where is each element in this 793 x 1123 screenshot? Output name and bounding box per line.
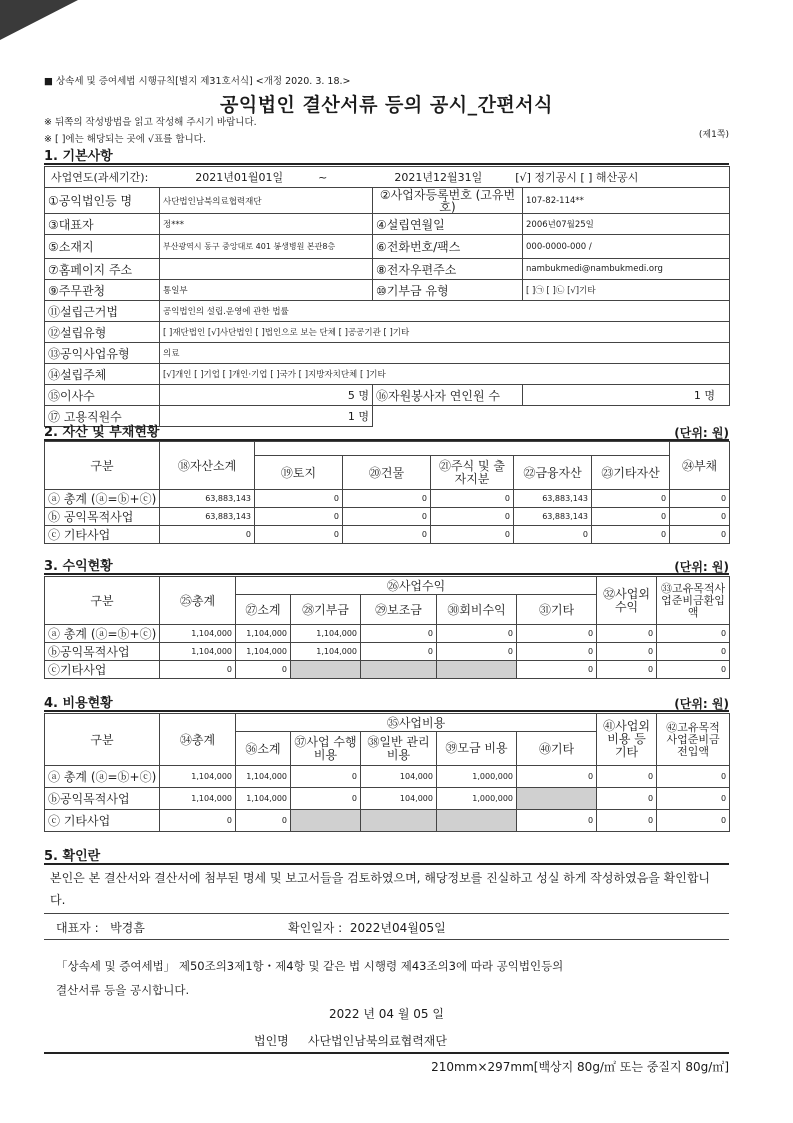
table-cell: 1,000,000 xyxy=(437,788,517,810)
period-end: 2021년12월31일 xyxy=(394,171,483,184)
rep-label: ③대표자 xyxy=(45,214,160,235)
table-row xyxy=(45,810,730,832)
table-cell: 0 xyxy=(670,508,730,526)
founder: [√]개인 [ ]기업 [ ]개인·기업 [ ]국가 [ ]지방자치단체 [ ]기타 xyxy=(160,364,730,385)
table-cell xyxy=(517,788,597,810)
table-cell: 1,104,000 xyxy=(236,643,291,661)
table-cell: 1,104,000 xyxy=(291,625,361,643)
table-cell: 0 xyxy=(517,661,597,679)
assets-unit: (단위: 원) xyxy=(674,426,729,440)
table-cell: 0 xyxy=(597,810,657,832)
table-cell xyxy=(361,810,437,832)
exp-subtotal-header: ㊱소계 xyxy=(236,732,291,766)
row-label: ⓒ기타사업 xyxy=(45,661,160,679)
table-cell: 0 xyxy=(437,643,517,661)
row-label: ⓑ 공익목적사업 xyxy=(45,508,160,526)
table-cell: 0 xyxy=(361,625,437,643)
table-cell: 1,104,000 xyxy=(236,766,291,788)
table-cell: 1,104,000 xyxy=(236,625,291,643)
table-cell: 0 xyxy=(160,526,255,544)
finance-header: ㉒금융자산 xyxy=(514,456,592,490)
table-cell: 0 xyxy=(236,810,291,832)
table-cell: 0 xyxy=(343,490,431,508)
address: 부산광역시 동구 중앙대로 401 봉생병원 본관8층 xyxy=(160,235,373,259)
table-cell: 63,883,143 xyxy=(514,490,592,508)
assets-table xyxy=(44,441,730,544)
form-title: 공익법인 결산서류 등의 공시_간편서식 xyxy=(219,94,553,116)
address-label: ⑤소재지 xyxy=(45,235,160,259)
employees-label: ⑰ 고용직원수 xyxy=(45,406,160,427)
table-cell: 0 xyxy=(592,490,670,508)
table-cell: 0 xyxy=(517,766,597,788)
row-label: ⓐ 총계 (ⓐ=ⓑ+ⓒ) xyxy=(45,625,160,643)
table-cell: 0 xyxy=(657,661,730,679)
table-cell: 0 xyxy=(517,643,597,661)
tel: 000-0000-000 / xyxy=(523,235,730,259)
ministry: 통일부 xyxy=(160,280,373,301)
employees-count: 1 명 xyxy=(160,406,373,427)
section-confirm-title: 5. 확인란 xyxy=(44,845,729,865)
table-cell: 0 xyxy=(291,766,361,788)
biz-revenue-header: ㉖사업수익 xyxy=(236,577,597,595)
table-cell: 0 xyxy=(514,526,592,544)
nonbiz-expense-header: ㊶사업외 비용 등 기타 xyxy=(597,714,657,766)
table-cell: 1,104,000 xyxy=(160,766,236,788)
table-cell: 1,104,000 xyxy=(160,625,236,643)
table-cell: 0 xyxy=(517,625,597,643)
table-cell xyxy=(361,661,437,679)
scan-corner-shadow xyxy=(0,0,78,40)
rev-other-header: ㉛기타 xyxy=(517,595,597,625)
table-cell: 1,104,000 xyxy=(160,643,236,661)
table-row xyxy=(45,526,730,544)
exp-exec-header: ㊲사업 수행비용 xyxy=(291,732,361,766)
table-cell: 104,000 xyxy=(361,788,437,810)
table-cell: 63,883,143 xyxy=(514,508,592,526)
table-cell: 63,883,143 xyxy=(160,508,255,526)
reserve-return-header: ㉝고유목적사업준비금환입액 xyxy=(657,577,730,625)
table-row xyxy=(45,643,730,661)
table-cell: 0 xyxy=(592,526,670,544)
exp-other-header: ㊵기타 xyxy=(517,732,597,766)
email: nambukmedi@nambukmedi.org xyxy=(523,259,730,280)
confirm-text: 본인은 본 결산서와 결산서에 첨부된 명세 및 보고서들을 검토하였으며, 해당정보를 진실하고 성실 하게 작성하였음을 확인합니다. xyxy=(50,871,711,907)
table-cell: 0 xyxy=(597,661,657,679)
table-cell xyxy=(437,810,517,832)
table-cell: 0 xyxy=(592,508,670,526)
biz-type: 의료 xyxy=(160,343,730,364)
rev-donation-header: ㉘기부금 xyxy=(291,595,361,625)
expense-table xyxy=(44,713,730,832)
page-number: (제1쪽) xyxy=(698,130,729,140)
basis-law: 공익법인의 설립.운영에 관한 법률 xyxy=(160,301,730,322)
table-cell: 104,000 xyxy=(361,766,437,788)
basic-info-table xyxy=(44,166,730,427)
row-label: ⓑ공익목적사업 xyxy=(45,788,160,810)
table-cell: 1,104,000 xyxy=(236,788,291,810)
revenue-gubun-header: 구분 xyxy=(45,577,160,625)
table-cell xyxy=(437,661,517,679)
table-cell: 63,883,143 xyxy=(160,490,255,508)
table-cell xyxy=(291,661,361,679)
table-cell: 0 xyxy=(343,526,431,544)
revenue-table xyxy=(44,576,730,679)
row-label: ⓑ공익목적사업 xyxy=(45,643,160,661)
table-cell: 0 xyxy=(431,526,514,544)
tel-label: ⑥전화번호/팩스 xyxy=(373,235,523,259)
table-cell: 0 xyxy=(657,810,730,832)
stock-header: ㉑주식 및 출자지분 xyxy=(431,456,514,490)
confirm-rep-label: 대표자 : xyxy=(56,921,99,935)
row-label: ⓐ 총계 (ⓐ=ⓑ+ⓒ) xyxy=(45,766,160,788)
rev-fee-header: ㉚회비수익 xyxy=(437,595,517,625)
founding-type: [ ]재단법인 [√]사단법인 [ ]법인으로 보는 단체 [ ]공공기관 [ ]기타 xyxy=(160,322,730,343)
volunteers-label: ⑯자원봉사자 연인원 수 xyxy=(373,385,523,406)
volunteers-count: 1 명 xyxy=(523,385,730,406)
table-cell: 0 xyxy=(160,810,236,832)
table-cell: 0 xyxy=(657,643,730,661)
period-label: 사업연도(과세기간): xyxy=(51,171,149,184)
rep: 정*** xyxy=(160,214,373,235)
table-cell xyxy=(291,810,361,832)
reserve-transfer-header: ㊷고유목적 사업준비금 전입액 xyxy=(657,714,730,766)
bizno-label: ②사업자등록번호 (고유번호) xyxy=(373,188,523,214)
table-cell: 0 xyxy=(236,661,291,679)
table-cell: 0 xyxy=(431,508,514,526)
directors-count: 5 명 xyxy=(160,385,373,406)
corp-sign-name: 사단법인남북의료협력재단 xyxy=(307,1034,447,1048)
rev-subsidy-header: ㉙보조금 xyxy=(361,595,437,625)
exp-fund-header: ㊴모금 비용 xyxy=(437,732,517,766)
email-label: ⑧전자우편주소 xyxy=(373,259,523,280)
table-row xyxy=(45,508,730,526)
table-cell: 0 xyxy=(255,490,343,508)
table-row xyxy=(45,661,730,679)
expense-gubun-header: 구분 xyxy=(45,714,160,766)
declaration-line1: 「상속세 및 증여세법」 제50조의3제1항・제4항 및 같은 법 시행령 제43조의3에 따라 공익법인등의 xyxy=(56,959,564,973)
table-row xyxy=(45,490,730,508)
period-tilde: ~ xyxy=(318,171,328,184)
row-label: ⓒ 기타사업 xyxy=(45,810,160,832)
nonbiz-revenue-header: ㉜사업외수익 xyxy=(597,577,657,625)
period-start: 2021년01월01일 xyxy=(195,171,284,184)
table-cell: 1,104,000 xyxy=(160,788,236,810)
checkbox-note: ※ [ ]에는 해당되는 곳에 √표를 합니다. xyxy=(44,134,206,145)
biz-expense-header: ㉟사업비용 xyxy=(236,714,597,732)
table-row xyxy=(45,625,730,643)
table-cell: 0 xyxy=(291,788,361,810)
confirm-date xyxy=(288,919,446,936)
table-cell: 0 xyxy=(437,625,517,643)
corp-name-label: ①공익법인등 명 xyxy=(45,188,160,214)
assets-total-header: ⑱자산소계 xyxy=(160,442,255,490)
table-row xyxy=(45,788,730,810)
instruction-note: ※ 뒤쪽의 작성방법을 읽고 작성해 주시기 바랍니다. xyxy=(44,117,257,128)
directors-label: ⑮이사수 xyxy=(45,385,160,406)
other-assets-header: ㉓기타자산 xyxy=(592,456,670,490)
assets-gubun-header: 구분 xyxy=(45,442,160,490)
land-header: ⑲토지 xyxy=(255,456,343,490)
confirm-rep xyxy=(56,919,145,936)
table-cell: 0 xyxy=(657,788,730,810)
basis-law-label: ⑪설립근거법 xyxy=(45,301,160,322)
table-cell: 0 xyxy=(670,490,730,508)
section-expense-title: 4. 비용현황 xyxy=(44,692,729,712)
row-label: ⓒ 기타사업 xyxy=(45,526,160,544)
table-cell: 0 xyxy=(597,643,657,661)
fiscal-period-row xyxy=(45,167,730,188)
donation-type: [ ]㉠ [ ]㉡ [√]기타 xyxy=(523,280,730,301)
table-cell: 1,104,000 xyxy=(291,643,361,661)
biz-type-label: ⑬공익사업유형 xyxy=(45,343,160,364)
table-cell: 0 xyxy=(657,766,730,788)
debt-header: ㉔부채 xyxy=(670,442,730,490)
section-revenue-title: 3. 수익현황 xyxy=(44,555,729,575)
founding-type-label: ⑫설립유형 xyxy=(45,322,160,343)
table-cell: 0 xyxy=(517,810,597,832)
table-cell: 0 xyxy=(361,643,437,661)
donation-type-label: ⑩기부금 유형 xyxy=(373,280,523,301)
table-cell: 0 xyxy=(670,526,730,544)
section-assets-title: 2. 자산 및 부채현황 xyxy=(44,421,729,441)
corp-label: 법인명 xyxy=(254,1034,289,1048)
founder-label: ⑭설립주체 xyxy=(45,364,160,385)
paper-spec: 210mm×297mm[백상지 80g/㎡ 또는 중질지 80g/㎡] xyxy=(431,1060,729,1074)
section-basic-info-title: 1. 기본사항 xyxy=(44,145,729,165)
table-cell: 0 xyxy=(597,766,657,788)
declaration-date: 2022 년 04 월 05 일 xyxy=(329,1007,444,1021)
disclosure-type: [√] 정기공시 [ ] 해산공시 xyxy=(515,171,639,184)
expense-total-header: ㉞총계 xyxy=(160,714,236,766)
building-header: ⑳건물 xyxy=(343,456,431,490)
founded: 2006년07월25일 xyxy=(523,214,730,235)
founded-label: ④설립연월일 xyxy=(373,214,523,235)
table-cell: 1,000,000 xyxy=(437,766,517,788)
table-cell: 0 xyxy=(255,526,343,544)
corp-signature xyxy=(254,1032,447,1049)
homepage-label: ⑦홈페이지 주소 xyxy=(45,259,160,280)
confirm-rep-name: 박경흠 xyxy=(110,921,145,935)
confirm-date-value: 2022년04월05일 xyxy=(349,921,446,935)
table-row xyxy=(45,766,730,788)
table-cell: 0 xyxy=(657,625,730,643)
ministry-label: ⑨주무관청 xyxy=(45,280,160,301)
table-cell: 0 xyxy=(160,661,236,679)
table-cell: 0 xyxy=(597,788,657,810)
revenue-total-header: ㉕총계 xyxy=(160,577,236,625)
declaration-line2: 결산서류 등을 공시합니다. xyxy=(56,983,190,997)
table-cell: 0 xyxy=(255,508,343,526)
table-cell: 0 xyxy=(431,490,514,508)
confirm-date-label: 확인일자 : xyxy=(288,921,343,935)
corp-name: 사단법인남북의료협력재단 xyxy=(160,188,373,214)
exp-admin-header: ㊳일반 관리비용 xyxy=(361,732,437,766)
revenue-unit: (단위: 원) xyxy=(674,560,729,574)
table-cell: 0 xyxy=(597,625,657,643)
expense-unit: (단위: 원) xyxy=(674,697,729,711)
homepage xyxy=(160,259,373,280)
row-label: ⓐ 총계 (ⓐ=ⓑ+ⓒ) xyxy=(45,490,160,508)
bizno: 107-82-114** xyxy=(523,188,730,214)
rev-subtotal-header: ㉗소계 xyxy=(236,595,291,625)
law-reference: ■ 상속세 및 증여세법 시행규칙[별지 제31호서식] <개정 2020. 3. 18.> xyxy=(44,76,351,87)
table-cell: 0 xyxy=(343,508,431,526)
